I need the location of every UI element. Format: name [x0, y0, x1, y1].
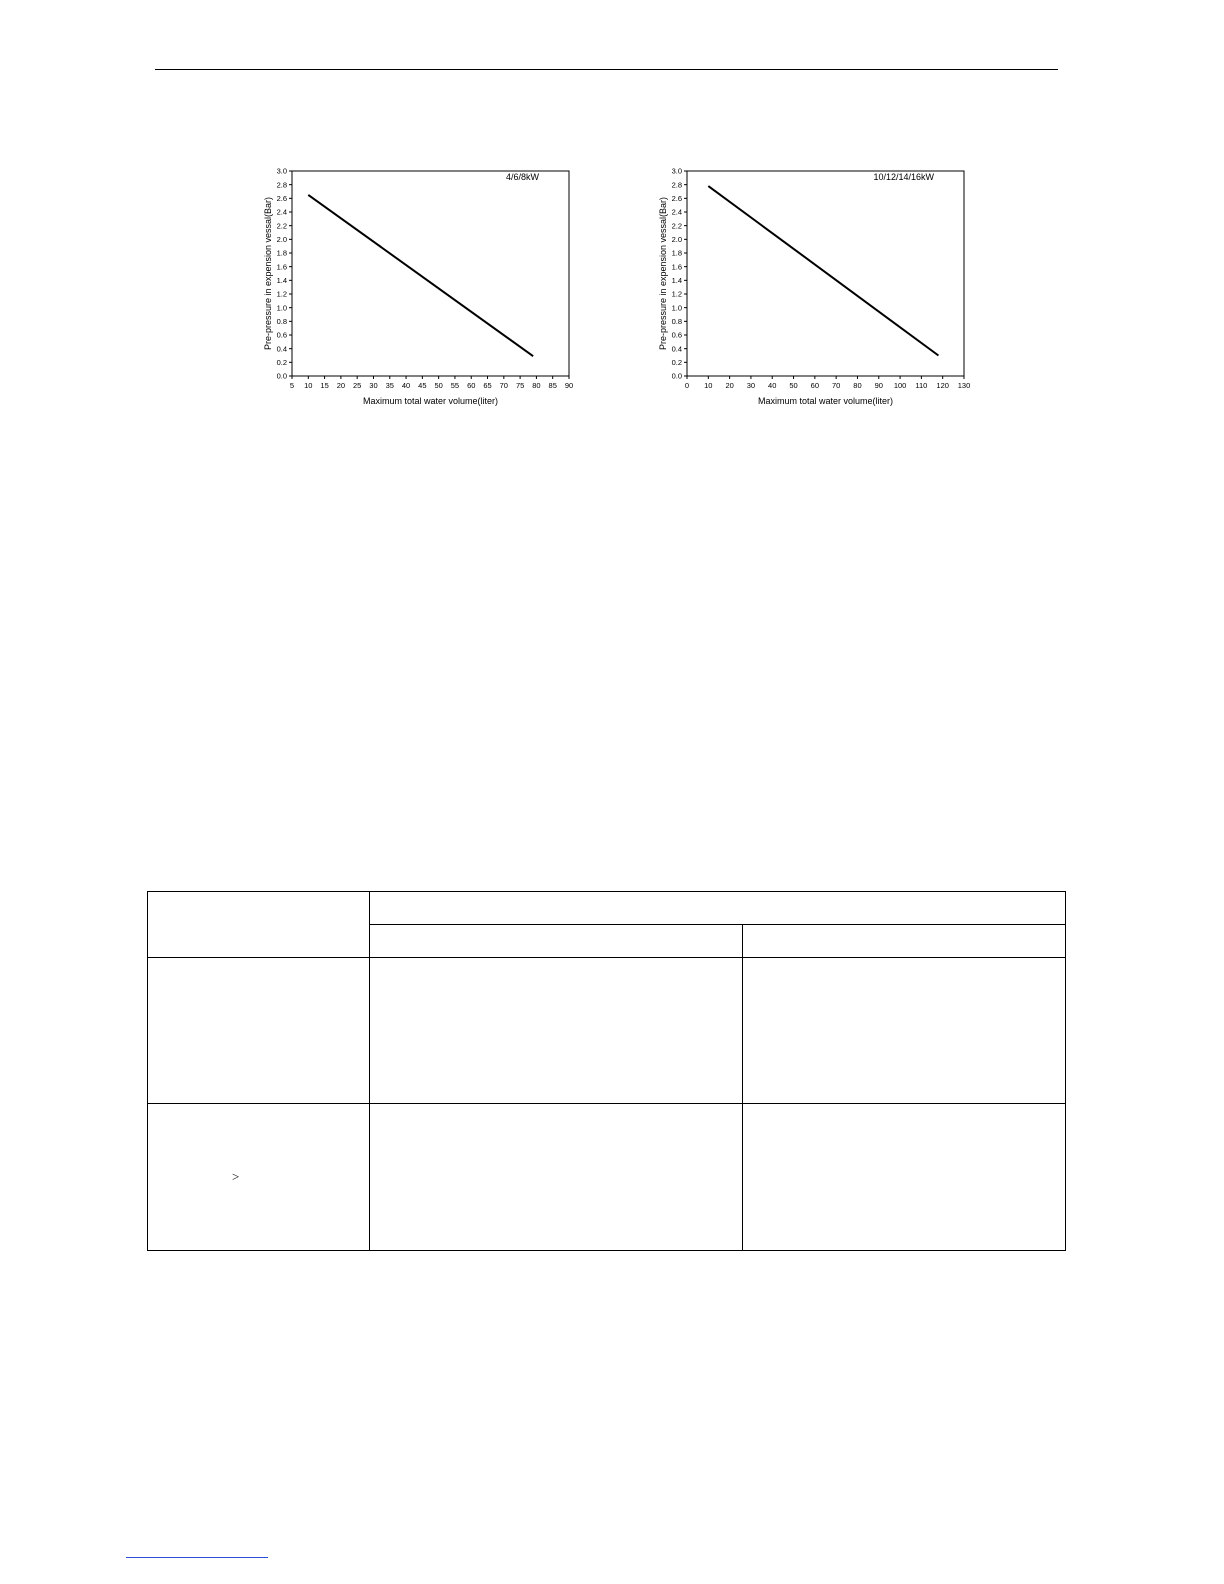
x-axis-label: Maximum total water volume(liter) [362, 396, 499, 406]
y-tick-label: 0.6 [276, 330, 287, 340]
x-tick-label: 75 [515, 381, 525, 390]
x-tick-label: 25 [353, 381, 362, 390]
x-tick-label: 65 [483, 381, 492, 390]
y-tick-label: 2.8 [671, 180, 682, 190]
series-line [708, 186, 938, 355]
y-tick-label: 3.0 [671, 166, 682, 176]
model-annotation: 4/6/8kW [505, 172, 539, 182]
x-tick-label: 70 [499, 381, 508, 390]
y-tick-label: 2.6 [276, 193, 287, 203]
x-tick-label: 80 [532, 381, 541, 390]
x-tick-label: 10 [304, 381, 313, 390]
y-tick-label: 1.6 [671, 262, 682, 272]
y-tick-label: 2.2 [276, 221, 287, 231]
x-tick-label: 90 [564, 381, 574, 390]
plot-frame [292, 171, 569, 376]
x-tick-label: 10 [704, 381, 713, 390]
table-cell [370, 1104, 743, 1251]
table-cell [743, 958, 1066, 1104]
greater-than-symbol: > [232, 1168, 240, 1184]
x-tick-label: 50 [434, 381, 443, 390]
table-header-cell [148, 892, 370, 958]
y-tick-label: 0.4 [276, 344, 287, 354]
x-tick-label: 15 [320, 381, 329, 390]
y-tick-label: 1.0 [276, 303, 287, 313]
footer-rule [126, 1557, 268, 1558]
x-tick-label: 60 [467, 381, 476, 390]
y-tick-label: 2.0 [276, 234, 287, 244]
x-tick-label: 120 [936, 381, 949, 390]
y-tick-label: 0.0 [276, 371, 287, 381]
y-tick-label: 0.2 [671, 357, 682, 367]
y-axis-label: Pre-pressure in expension vessal(Bar) [658, 196, 668, 351]
table-subheader-cell [743, 925, 1066, 958]
table-row [148, 1104, 1066, 1251]
y-tick-label: 2.8 [276, 180, 287, 190]
table-subheader-cell [370, 925, 743, 958]
x-tick-label: 40 [401, 381, 411, 390]
table-row [148, 958, 1066, 1104]
x-tick-label: 60 [810, 381, 820, 390]
y-tick-label: 1.6 [276, 262, 287, 272]
x-tick-label: 130 [957, 381, 971, 390]
spec-table [147, 891, 1066, 1251]
y-tick-label: 2.6 [671, 193, 682, 203]
y-tick-label: 0.0 [671, 371, 682, 381]
chart-4-6-8kw [255, 160, 600, 410]
x-tick-label: 0 [684, 381, 690, 390]
y-tick-label: 0.8 [671, 316, 682, 326]
y-tick-label: 1.8 [276, 248, 287, 258]
x-tick-label: 85 [548, 381, 557, 390]
chart-10-12-14-16kw [650, 160, 995, 410]
y-tick-label: 1.8 [671, 248, 682, 258]
x-tick-label: 30 [746, 381, 756, 390]
table-header-row [148, 892, 1066, 925]
x-tick-label: 70 [831, 381, 841, 390]
y-axis-label: Pre-pressure in expension vessal(Bar) [263, 196, 273, 351]
x-tick-label: 20 [725, 381, 734, 390]
x-tick-label: 90 [874, 381, 883, 390]
y-tick-label: 0.4 [671, 344, 682, 354]
table-cell [743, 1104, 1066, 1251]
series-line [308, 195, 533, 356]
table-header-cell [370, 892, 1066, 925]
table-cell [370, 958, 743, 1104]
y-tick-label: 0.6 [671, 330, 682, 340]
x-tick-label: 30 [369, 381, 378, 390]
x-tick-label: 45 [418, 381, 427, 390]
y-tick-label: 0.8 [276, 316, 287, 326]
y-tick-label: 2.2 [671, 221, 682, 231]
y-tick-label: 2.4 [671, 207, 682, 217]
y-tick-label: 3.0 [276, 166, 287, 176]
header-rule [155, 69, 1058, 70]
y-tick-label: 1.4 [276, 275, 287, 285]
x-tick-label: 110 [915, 381, 928, 390]
y-tick-label: 1.0 [671, 303, 682, 313]
x-tick-label: 5 [289, 381, 295, 390]
x-tick-label: 35 [385, 381, 394, 390]
y-tick-label: 2.4 [276, 207, 287, 217]
y-tick-label: 1.2 [671, 289, 682, 299]
y-tick-label: 1.2 [276, 289, 287, 299]
x-tick-label: 80 [853, 381, 862, 390]
x-tick-label: 40 [768, 381, 777, 390]
y-tick-label: 0.2 [276, 357, 287, 367]
y-tick-label: 2.0 [671, 234, 682, 244]
x-tick-label: 20 [336, 381, 346, 390]
x-tick-label: 50 [789, 381, 798, 390]
x-axis-label: Maximum total water volume(liter) [757, 396, 894, 406]
model-annotation: 10/12/14/16kW [873, 172, 934, 182]
table-cell [148, 958, 370, 1104]
y-tick-label: 1.4 [671, 275, 682, 285]
table-cell [148, 1104, 370, 1251]
x-tick-label: 100 [893, 381, 907, 390]
x-tick-label: 55 [450, 381, 460, 390]
